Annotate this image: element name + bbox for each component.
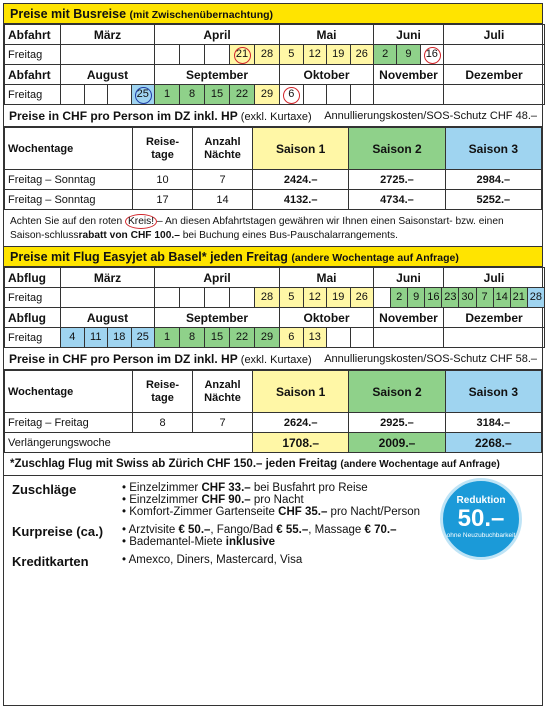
- date: 15: [204, 328, 229, 347]
- col-header: Wochentage: [5, 128, 133, 170]
- surcharge-item: • Einzelzimmer CHF 33.– bei Busfahrt pro Reise: [122, 482, 420, 494]
- bus-price-header: Preise in CHF pro Person im DZ inkl. HP (exkl. Kurtaxe) Annullierungskosten/SOS-Schutz CHF 48.–: [4, 105, 542, 127]
- month: August: [61, 65, 155, 85]
- surcharge-item: • Komfort-Zimmer Gartenseite CHF 35.– pro Nacht/Person: [122, 506, 420, 518]
- cell: 1708.–: [253, 433, 349, 453]
- col-header: Anzahl Nächte: [193, 371, 253, 413]
- date-circled: 6: [280, 85, 303, 104]
- month: März: [61, 268, 155, 288]
- row-label: Abfahrt: [5, 65, 61, 85]
- cell: 2725.–: [349, 170, 445, 190]
- date: 22: [229, 85, 254, 104]
- date: 12: [303, 288, 327, 307]
- date: 26: [350, 45, 374, 64]
- month: September: [155, 65, 280, 85]
- cell: 2009.–: [349, 433, 445, 453]
- date: 6: [280, 328, 303, 347]
- col-header: Reise-tage: [133, 371, 193, 413]
- date: 15: [204, 85, 229, 104]
- col-header: Wochentage: [5, 371, 133, 413]
- month: Mai: [280, 268, 374, 288]
- date: 1: [155, 85, 179, 104]
- date: 9: [396, 45, 419, 64]
- month: Juli: [444, 25, 545, 45]
- cell: 4734.–: [349, 190, 445, 210]
- cell: 10: [133, 170, 193, 190]
- cell: 3184.–: [445, 413, 541, 433]
- col-header: Saison 1: [253, 371, 349, 413]
- cell: 14: [193, 190, 253, 210]
- red-circle-note: Achten Sie auf den roten Kreis! – An diesen Abfahrtstagen gewähren wir Ihnen einen Saisonstart- bzw. einen Saison-schlussrabatt von CHF 100.– bei Buchung eines Bus-Pauschalarrangements.: [4, 210, 542, 247]
- cell: 2925.–: [349, 413, 445, 433]
- month: Oktober: [280, 308, 374, 328]
- date: 8: [179, 328, 204, 347]
- cure-price-item: • Arztvisite € 50.–, Fango/Bad € 55.–, Massage € 70.–: [122, 524, 397, 536]
- month: April: [155, 268, 280, 288]
- date: 29: [254, 328, 279, 347]
- date: 19: [326, 45, 350, 64]
- col-header: Reise-tage: [133, 128, 193, 170]
- month: Oktober: [280, 65, 374, 85]
- col-header: Saison 2: [349, 371, 445, 413]
- cell: 5252.–: [445, 190, 541, 210]
- month: Mai: [280, 25, 374, 45]
- cell: 2984.–: [445, 170, 541, 190]
- date: 28: [254, 288, 279, 307]
- col-header: Saison 3: [445, 371, 541, 413]
- col-header: Saison 3: [445, 128, 541, 170]
- date: 30: [458, 288, 475, 307]
- extras-label: Kreditkarten: [12, 554, 89, 569]
- month: August: [61, 308, 155, 328]
- cell: Verlängerungswoche: [5, 433, 253, 453]
- date: 13: [303, 328, 327, 347]
- price-sheet: [3, 3, 543, 706]
- date: 1: [155, 328, 179, 347]
- cell: Freitag – Sonntag: [5, 170, 133, 190]
- month: November: [374, 65, 444, 85]
- flight-section-title: Preise mit Flug Easyjet ab Basel* jeden Freitag (andere Wochentage auf Anfrage): [4, 247, 542, 267]
- month: November: [374, 308, 444, 328]
- month: Juni: [374, 25, 444, 45]
- date: 5: [280, 288, 303, 307]
- month: April: [155, 25, 280, 45]
- month: Juli: [444, 268, 545, 288]
- col-header: Anzahl Nächte: [193, 128, 253, 170]
- cell: 7: [193, 170, 253, 190]
- day-label: Freitag: [5, 288, 61, 308]
- extras-label: Kurpreise (ca.): [12, 524, 104, 539]
- month: September: [155, 308, 280, 328]
- date: 28: [254, 45, 279, 64]
- cell: 4132.–: [253, 190, 349, 210]
- extras-label: Zuschläge: [12, 482, 77, 497]
- discount-badge: Reduktion 50.– ohne Neuzubuchbarkeit: [440, 478, 522, 560]
- cell: 8: [133, 413, 193, 433]
- row-label: Abfahrt: [5, 25, 61, 45]
- row-label: Abflug: [5, 268, 61, 288]
- cell: Freitag – Sonntag: [5, 190, 133, 210]
- date-circled: 25: [131, 85, 155, 104]
- day-label: Freitag: [5, 328, 61, 348]
- flight-dates-table: [4, 267, 545, 348]
- bus-price-table: [4, 127, 542, 210]
- extras-section: [4, 476, 542, 578]
- col-header: Saison 2: [349, 128, 445, 170]
- row-label: Abflug: [5, 308, 61, 328]
- credit-cards-item: • Amexco, Diners, Mastercard, Visa: [122, 554, 302, 566]
- date: 18: [107, 328, 131, 347]
- cell: Freitag – Freitag: [5, 413, 133, 433]
- bus-section-title: Preise mit Busreise (mit Zwischenübernachtung): [4, 4, 542, 24]
- date: 12: [303, 45, 327, 64]
- date: 23: [441, 288, 458, 307]
- date: 22: [229, 328, 254, 347]
- swiss-surcharge-note: *Zuschlag Flug mit Swiss ab Zürich CHF 150.– jeden Freitag (andere Wochentage auf Anfrage): [4, 453, 542, 476]
- bus-dates-table: [4, 24, 545, 105]
- flight-price-table: [4, 370, 542, 453]
- month: Dezember: [444, 308, 545, 328]
- date: 29: [254, 85, 279, 104]
- date: 16: [424, 288, 441, 307]
- day-label: Freitag: [5, 85, 61, 105]
- col-header: Saison 1: [253, 128, 349, 170]
- month: Dezember: [444, 65, 545, 85]
- date: 2: [374, 45, 396, 64]
- cell: 7: [193, 413, 253, 433]
- cell: 17: [133, 190, 193, 210]
- date: 25: [131, 328, 155, 347]
- month: März: [61, 25, 155, 45]
- date: 21: [510, 288, 527, 307]
- flight-price-header: Preise in CHF pro Person im DZ inkl. HP (exkl. Kurtaxe) Annullierungskosten/SOS-Schutz CHF 58.–: [4, 348, 542, 370]
- date: 5: [280, 45, 303, 64]
- date: 11: [84, 328, 108, 347]
- date: 19: [326, 288, 350, 307]
- date: 26: [350, 288, 374, 307]
- cell: 2424.–: [253, 170, 349, 190]
- date: 7: [476, 288, 493, 307]
- date: 4: [61, 328, 84, 347]
- date: 28: [527, 288, 544, 307]
- date-circled: 16: [420, 45, 443, 64]
- date: 8: [179, 85, 204, 104]
- date-circled: 21: [229, 45, 254, 64]
- surcharge-item: • Einzelzimmer CHF 90.– pro Nacht: [122, 494, 420, 506]
- date: 9: [407, 288, 424, 307]
- cure-price-item: • Bademantel-Miete inklusive: [122, 536, 397, 548]
- cell: 2268.–: [445, 433, 541, 453]
- day-label: Freitag: [5, 45, 61, 65]
- cell: 2624.–: [253, 413, 349, 433]
- month: Juni: [374, 268, 444, 288]
- date: 2: [390, 288, 407, 307]
- date: 14: [493, 288, 510, 307]
